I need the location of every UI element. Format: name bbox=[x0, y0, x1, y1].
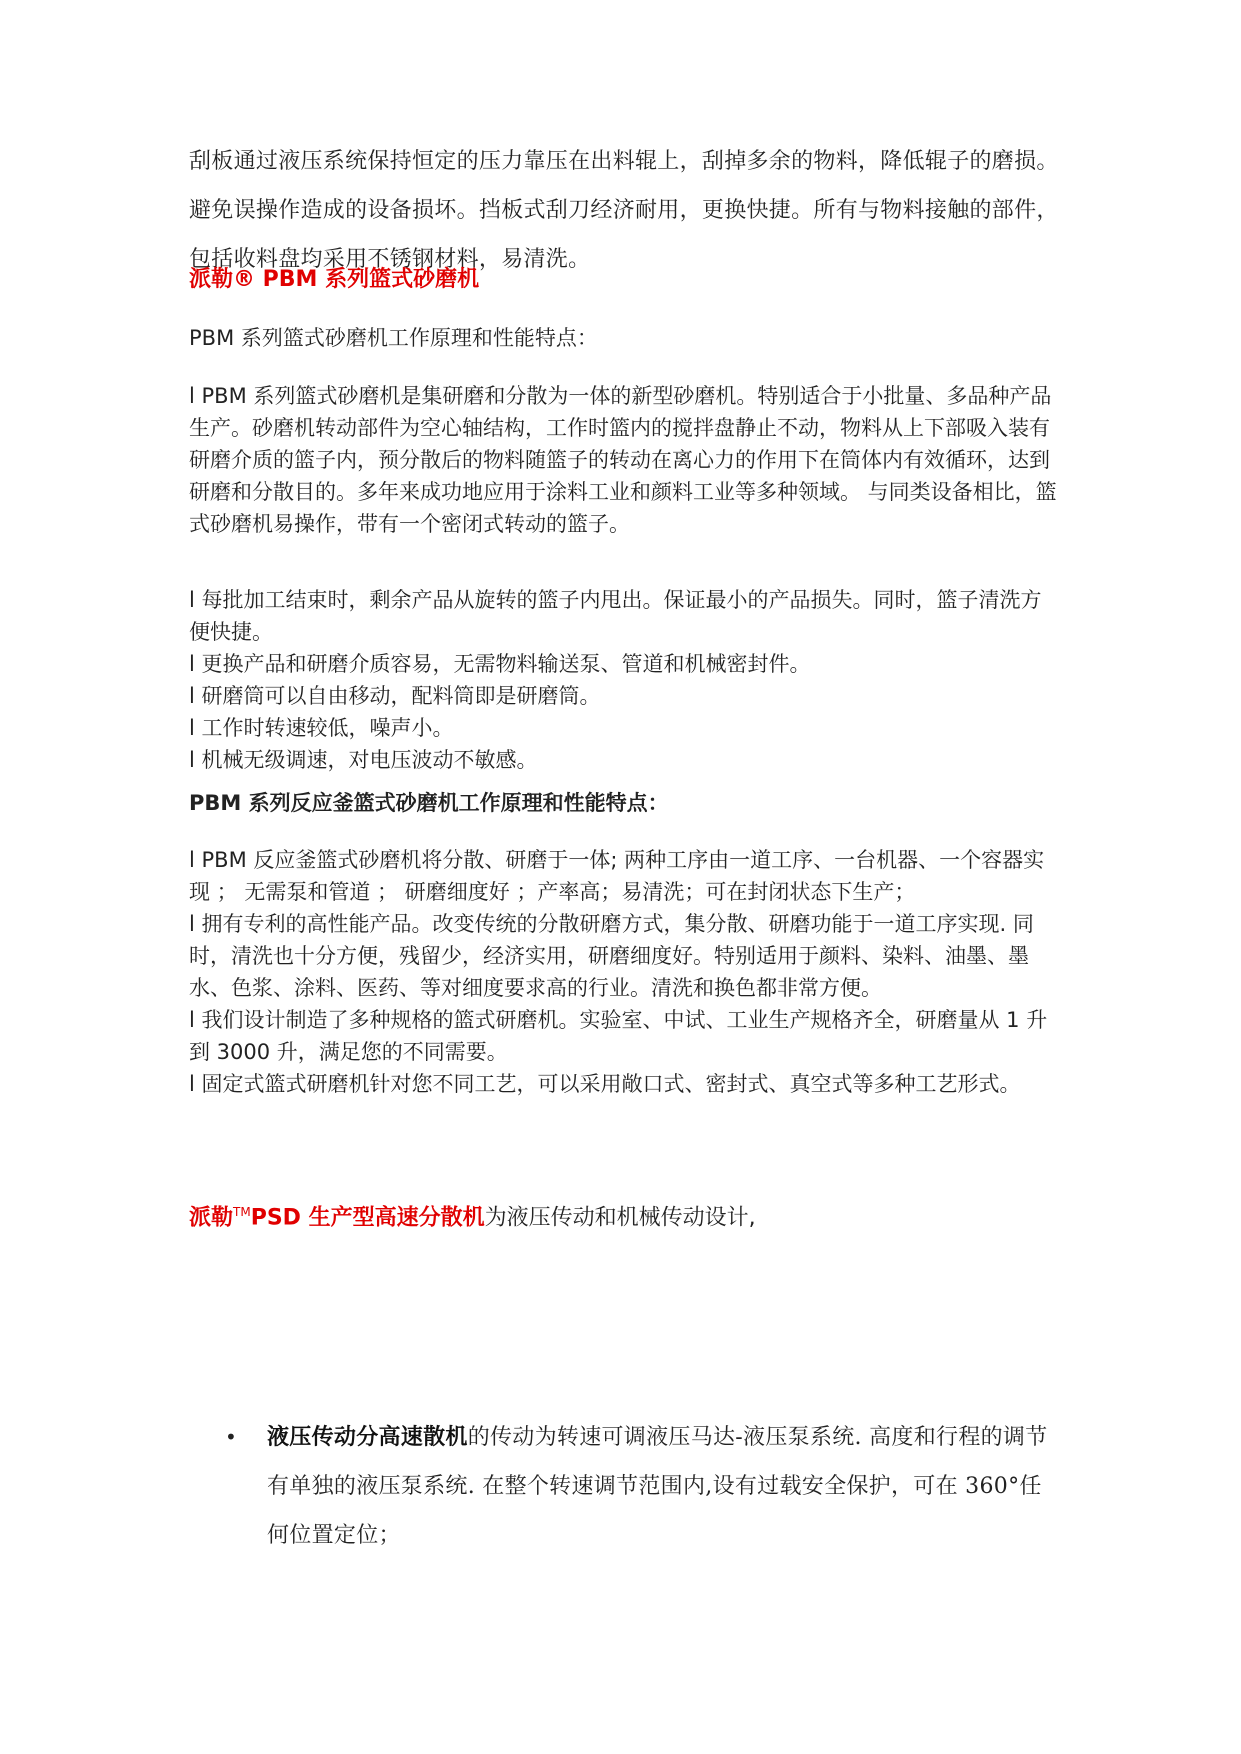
bullet-icon: • bbox=[225, 1425, 238, 1449]
reactor-feature-list bbox=[189, 844, 1061, 1100]
reactor-feature-item: l PBM 反应釜篮式砂磨机将分散、研磨于一体; 两种工序由一道工序、一台机器、一个容器实现 ； 无需泵和管道 ； 研磨细度好 ；产率高；易清洗；可在封闭状态下生产； bbox=[189, 848, 1045, 904]
reactor-heading: PBM 系列反应釜篮式砂磨机工作原理和性能特点： bbox=[189, 791, 669, 815]
pbm-feature-item: l 机械无级调速，对电压波动不敏感。 bbox=[189, 748, 538, 772]
intro-paragraph: 刮板通过液压系统保持恒定的压力靠压在出料辊上，刮掉多余的物料，降低辊子的磨损。避免误操作造成的设备损坏。挡板式刮刀经济耐用，更换快捷。所有与物料接触的部件，包括收料盘均采用不锈钢材料，易清洗。 bbox=[189, 149, 1059, 272]
pbm-feature-list bbox=[189, 584, 1061, 776]
trademark-mark: TM bbox=[233, 1205, 251, 1219]
pbm-feature-item: l 工作时转速较低，噪声小。 bbox=[189, 716, 454, 740]
pbm-feature-item: l 每批加工结束时，剩余产品从旋转的篮子内甩出。保证最小的产品损失。同时，篮子清洗方便快捷。 bbox=[189, 588, 1042, 644]
reactor-feature-item: l 固定式篮式研磨机针对您不同工艺，可以采用敞口式、密封式、真空式等多种工艺形式。 bbox=[189, 1072, 1021, 1096]
psd-product-name: PSD 生产型高速分散机 bbox=[250, 1205, 485, 1231]
psd-brand: 派勒 bbox=[189, 1205, 234, 1231]
psd-bullet-bold: 液压传动分高速散机 bbox=[267, 1424, 468, 1450]
psd-bullet-item bbox=[225, 1413, 1061, 1560]
reactor-feature-item: l 拥有专利的高性能产品。改变传统的分散研磨方式，集分散、研磨功能于一道工序实现. 同时，清洗也十分方便，残留少，经济实用，研磨细度好。特别适用于颜料、染料、油墨、墨水、色浆、涂料、医药、等对细度要求高的行业。清洗和换色都非常方便。 bbox=[189, 912, 1034, 1000]
pbm-feature-item: l 研磨筒可以自由移动，配料筒即是研磨筒。 bbox=[189, 684, 601, 708]
psd-bullet-list bbox=[225, 1413, 1061, 1560]
pbm-feature-item: l 更换产品和研磨介质容易，无需物料输送泵、管道和机械密封件。 bbox=[189, 652, 811, 676]
psd-heading-line bbox=[189, 1196, 1061, 1234]
reactor-feature-item: l 我们设计制造了多种规格的篮式研磨机。实验室、中试、工业生产规格齐全，研磨量从 1 升到 3000 升，满足您的不同需要。 bbox=[189, 1008, 1048, 1064]
pbm-description: l PBM 系列篮式砂磨机是集研磨和分散为一体的新型砂磨机。特别适合于小批量、多品种产品生产。砂磨机转动部件为空心轴结构，工作时篮内的搅拌盘静止不动，物料从上下部吸入装有研磨介质的篮子内，预分散后的物料随篮子的转动在离心力的作用下在筒体内有效循环，达到研磨和分散目的。多年来成功地应用于涂料工业和颜料工业等多种领域。 与同类设备相比，篮式砂磨机易操作，带有一个密闭式转动的篮子。 bbox=[189, 384, 1057, 536]
pbm-subheading: PBM 系列篮式砂磨机工作原理和性能特点： bbox=[189, 326, 598, 350]
pbm-heading: 派勒® PBM 系列篮式砂磨机 bbox=[189, 267, 480, 292]
psd-bullet-text: 的传动为转速可调液压马达-液压泵系统. 高度和行程的调节有单独的液压泵系统. 在整个转速调节范围内,设有过载安全保护，可在 360°任何位置定位； bbox=[267, 1425, 1048, 1548]
psd-heading-tail: 为液压传动和机械传动设计, bbox=[484, 1205, 756, 1231]
